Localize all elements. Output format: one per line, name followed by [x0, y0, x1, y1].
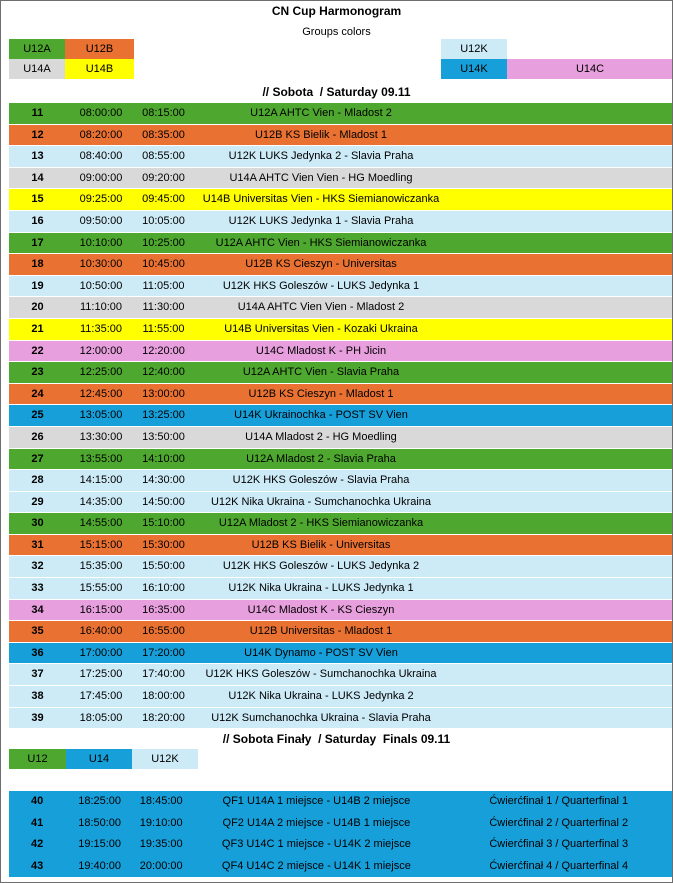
- schedule-row: [9, 556, 673, 578]
- start-time: 17:25:00: [79, 668, 123, 681]
- saturday-schedule: [9, 103, 673, 729]
- match-teams: U14A Mladost 2 - HG Moedling: [245, 430, 397, 443]
- end-time: 13:50:00: [142, 430, 185, 443]
- match-number: 26: [31, 430, 44, 443]
- start-time: 13:30:00: [79, 430, 123, 443]
- groups-colors-label: Groups colors: [302, 26, 371, 38]
- start-time: 15:15:00: [79, 538, 123, 551]
- match-number: 24: [31, 387, 44, 400]
- match-teams: U12A AHTC Vien - HKS Siemianowiczanka: [215, 236, 427, 249]
- end-time: 11:05:00: [142, 279, 185, 292]
- schedule-row: [9, 427, 673, 449]
- schedule-row: [9, 621, 673, 643]
- match-teams: U12K Sumchanochka Ukraina - Slavia Praha: [211, 711, 431, 724]
- legend-cell-u12b: U12B: [65, 39, 134, 59]
- end-time: 11:30:00: [142, 301, 185, 314]
- start-time: 10:10:00: [79, 236, 123, 249]
- match-teams: U12K Nika Ukraina - LUKS Jedynka 1: [228, 582, 414, 595]
- match-number: 22: [31, 344, 44, 357]
- schedule-row: [9, 405, 673, 427]
- end-time: 18:45:00: [139, 795, 183, 807]
- start-time: 08:00:00: [79, 107, 123, 119]
- start-time: 08:40:00: [79, 150, 123, 163]
- schedule-row: [9, 319, 673, 341]
- schedule-row: [9, 449, 673, 471]
- end-time: 15:10:00: [142, 517, 185, 530]
- finals-schedule: [9, 791, 673, 877]
- match-teams: U14B Universitas Vien - Kozaki Ukraina: [224, 322, 418, 335]
- match-teams: U14C Mladost K - KS Cieszyn: [247, 603, 395, 616]
- schedule-row: [9, 276, 673, 298]
- start-time: 15:55:00: [79, 582, 123, 595]
- schedule-row: [9, 492, 673, 514]
- match-number: 28: [31, 474, 44, 487]
- schedule-row: [9, 513, 673, 535]
- match-number: 29: [31, 495, 44, 508]
- legend-cell-u12a: U12A: [9, 39, 65, 59]
- match-number: 31: [31, 538, 44, 551]
- start-time: 19:15:00: [78, 838, 122, 850]
- match-teams: U12K LUKS Jedynka 1 - Slavia Praha: [228, 214, 414, 227]
- match-teams: U12K HKS Goleszów - LUKS Jedynka 1: [222, 279, 420, 292]
- saturday-header: // Sobota / Saturday 09.11: [262, 85, 411, 99]
- match-number: 23: [31, 366, 44, 379]
- match-teams: U12B KS Bielik - Universitas: [251, 538, 391, 551]
- schedule-row: [9, 643, 673, 665]
- schedule-row: [9, 189, 673, 211]
- end-time: 14:50:00: [142, 495, 185, 508]
- finals-legend-cell-u12k: U12K: [132, 749, 198, 769]
- end-time: 13:00:00: [142, 387, 185, 400]
- match-teams: U12A Mladost 2 - HKS Siemianowiczanka: [218, 517, 424, 530]
- stage-label: Ćwierćfinał 2 / Quarterfinal 2: [489, 816, 629, 829]
- end-time: 16:55:00: [142, 625, 185, 638]
- match-number: 38: [31, 690, 44, 703]
- schedule-row: [9, 578, 673, 600]
- end-time: 08:55:00: [142, 150, 185, 163]
- schedule-row: [9, 686, 673, 708]
- match-teams: U12K HKS Goleszów - Slavia Praha: [232, 474, 410, 487]
- end-time: 19:35:00: [139, 838, 183, 850]
- start-time: 13:05:00: [79, 409, 123, 422]
- end-time: 08:35:00: [142, 128, 185, 141]
- match-number: 25: [31, 409, 44, 422]
- finals-row: [9, 813, 673, 835]
- end-time: 13:25:00: [142, 409, 185, 422]
- match-number: 35: [31, 625, 44, 638]
- start-time: 14:15:00: [79, 474, 123, 487]
- end-time: 19:10:00: [139, 816, 183, 829]
- schedule-row: [9, 470, 673, 492]
- legend-cell-u14a: U14A: [9, 59, 65, 79]
- start-time: 15:35:00: [79, 560, 123, 573]
- start-time: 18:50:00: [78, 816, 122, 829]
- end-time: 09:20:00: [142, 171, 185, 184]
- schedule-row: [9, 600, 673, 622]
- end-time: 18:20:00: [142, 711, 185, 724]
- match-teams: U12B KS Cieszyn - Universitas: [245, 258, 397, 271]
- match-teams: U12A Mladost 2 - Slavia Praha: [246, 452, 396, 465]
- start-time: 12:25:00: [79, 366, 123, 379]
- start-time: 10:30:00: [79, 258, 123, 271]
- match-number: 27: [31, 452, 44, 465]
- match-teams: U14K Ukrainochka - POST SV Vien: [234, 409, 408, 422]
- end-time: 10:25:00: [142, 236, 185, 249]
- schedule-row: [9, 341, 673, 363]
- stage-label: Ćwierćfinał 4 / Quarterfinal 4: [489, 859, 629, 872]
- match-teams: U12B KS Bielik - Mladost 1: [254, 128, 388, 141]
- schedule-row: [9, 384, 673, 406]
- match-number: 17: [31, 236, 44, 249]
- schedule-row: [9, 211, 673, 233]
- start-time: 18:25:00: [78, 795, 122, 807]
- match-teams: U12K LUKS Jedynka 2 - Slavia Praha: [228, 150, 414, 163]
- start-time: 09:50:00: [79, 214, 123, 227]
- schedule-row: [9, 297, 673, 319]
- match-teams: U12K HKS Goleszów - Sumchanochka Ukraina: [205, 668, 437, 681]
- match-teams: U12A AHTC Vien - Slavia Praha: [242, 366, 400, 379]
- match-teams: U12A AHTC Vien - Mladost 2: [250, 107, 392, 119]
- end-time: 15:30:00: [142, 538, 185, 551]
- match-number: 39: [31, 711, 44, 724]
- end-time: 16:35:00: [142, 603, 185, 616]
- match-teams: U14C Mladost K - PH Jicin: [255, 344, 387, 357]
- match-number: 12: [31, 128, 44, 141]
- finals-legend-cell-u14: U14: [66, 749, 132, 769]
- start-time: 16:40:00: [79, 625, 123, 638]
- match-teams: U12K Nika Ukraina - Sumchanochka Ukraina: [210, 495, 432, 508]
- finals-row: [9, 834, 673, 856]
- start-time: 09:00:00: [79, 171, 123, 184]
- schedule-row: [9, 146, 673, 168]
- schedule-row: [9, 535, 673, 557]
- match-number: 11: [31, 107, 44, 119]
- match-teams: U12K Nika Ukraina - LUKS Jedynka 2: [228, 690, 414, 703]
- end-time: 12:40:00: [142, 366, 185, 379]
- end-time: 17:40:00: [142, 668, 185, 681]
- match-teams: U12B KS Cieszyn - Mladost 1: [248, 387, 394, 400]
- match-teams: QF3 U14C 1 miejsce - U14K 2 miejsce: [221, 838, 411, 850]
- match-teams: U14A AHTC Vien Vien - HG Moedling: [229, 171, 413, 184]
- end-time: 08:15:00: [142, 107, 185, 119]
- start-time: 14:35:00: [79, 495, 123, 508]
- end-time: 14:30:00: [142, 474, 185, 487]
- start-time: 08:20:00: [79, 128, 123, 141]
- start-time: 19:40:00: [78, 859, 122, 872]
- start-time: 10:50:00: [79, 279, 123, 292]
- start-time: 09:25:00: [79, 193, 123, 206]
- end-time: 12:20:00: [142, 344, 185, 357]
- match-number: 40: [30, 795, 44, 807]
- end-time: 14:10:00: [142, 452, 185, 465]
- match-teams: U12K HKS Goleszów - LUKS Jedynka 2: [222, 560, 420, 573]
- match-teams: QF1 U14A 1 miejsce - U14B 2 miejsce: [222, 795, 411, 807]
- match-number: 43: [30, 859, 44, 872]
- legend-cell-u14b: U14B: [65, 59, 134, 79]
- schedule-row: [9, 168, 673, 190]
- match-number: 15: [31, 193, 44, 206]
- stage-label: Ćwierćfinał 3 / Quarterfinal 3: [489, 838, 629, 850]
- end-time: 15:50:00: [142, 560, 185, 573]
- schedule-row: [9, 254, 673, 276]
- schedule-row: [9, 233, 673, 255]
- schedule-row: [9, 708, 673, 730]
- schedule-row: [9, 103, 673, 125]
- match-number: 37: [31, 668, 44, 681]
- end-time: 09:45:00: [142, 193, 185, 206]
- schedule-row: [9, 664, 673, 686]
- match-teams: U14K Dynamo - POST SV Vien: [244, 646, 398, 659]
- match-number: 21: [31, 322, 44, 335]
- schedule-row: [9, 125, 673, 147]
- end-time: 18:00:00: [142, 690, 185, 703]
- finals-legend-cell-u12: U12: [9, 749, 66, 769]
- match-number: 33: [31, 582, 44, 595]
- match-number: 13: [31, 150, 44, 163]
- end-time: 11:55:00: [142, 322, 185, 335]
- match-number: 20: [31, 301, 44, 314]
- legend-cell-u14c: U14C: [507, 59, 673, 79]
- finals-row: [9, 791, 673, 813]
- match-teams: U12B Universitas - Mladost 1: [249, 625, 393, 638]
- legend-cell-u12k: U12K: [441, 39, 507, 59]
- start-time: 17:00:00: [79, 646, 123, 659]
- schedule-row: [9, 362, 673, 384]
- match-teams: QF4 U14C 2 miejsce - U14K 1 miejsce: [221, 859, 411, 872]
- match-number: 36: [31, 646, 44, 659]
- start-time: 11:10:00: [79, 301, 122, 314]
- match-number: 32: [31, 560, 44, 573]
- start-time: 17:45:00: [79, 690, 123, 703]
- match-number: 14: [31, 171, 44, 184]
- start-time: 18:05:00: [79, 711, 123, 724]
- finals-header: // Sobota Finały / Saturday Finals 09.11: [222, 732, 451, 746]
- match-number: 34: [31, 603, 44, 616]
- page-title: CN Cup Harmonogram: [271, 4, 402, 18]
- start-time: 12:45:00: [79, 387, 123, 400]
- end-time: 10:45:00: [142, 258, 185, 271]
- end-time: 17:20:00: [142, 646, 185, 659]
- start-time: 12:00:00: [79, 344, 123, 357]
- match-teams: U14A AHTC Vien Vien - Mladost 2: [237, 301, 405, 314]
- match-teams: U14B Universitas Vien - HKS Siemianowiczanka: [202, 193, 440, 206]
- legend-cell-u14k: U14K: [441, 59, 507, 79]
- match-number: 19: [31, 279, 44, 292]
- match-teams: QF2 U14A 2 miejsce - U14B 1 miejsce: [222, 816, 411, 829]
- start-time: 16:15:00: [79, 603, 123, 616]
- stage-label: Ćwierćfinał 1 / Quarterfinal 1: [489, 795, 629, 807]
- match-number: 18: [31, 258, 44, 271]
- match-number: 16: [31, 214, 44, 227]
- match-number: 42: [30, 838, 44, 850]
- start-time: 13:55:00: [79, 452, 123, 465]
- end-time: 16:10:00: [142, 582, 185, 595]
- start-time: 14:55:00: [79, 517, 123, 530]
- match-number: 41: [30, 816, 44, 829]
- start-time: 11:35:00: [79, 322, 122, 335]
- end-time: 10:05:00: [142, 214, 185, 227]
- match-number: 30: [31, 517, 44, 530]
- finals-row: [9, 856, 673, 878]
- end-time: 20:00:00: [139, 859, 183, 872]
